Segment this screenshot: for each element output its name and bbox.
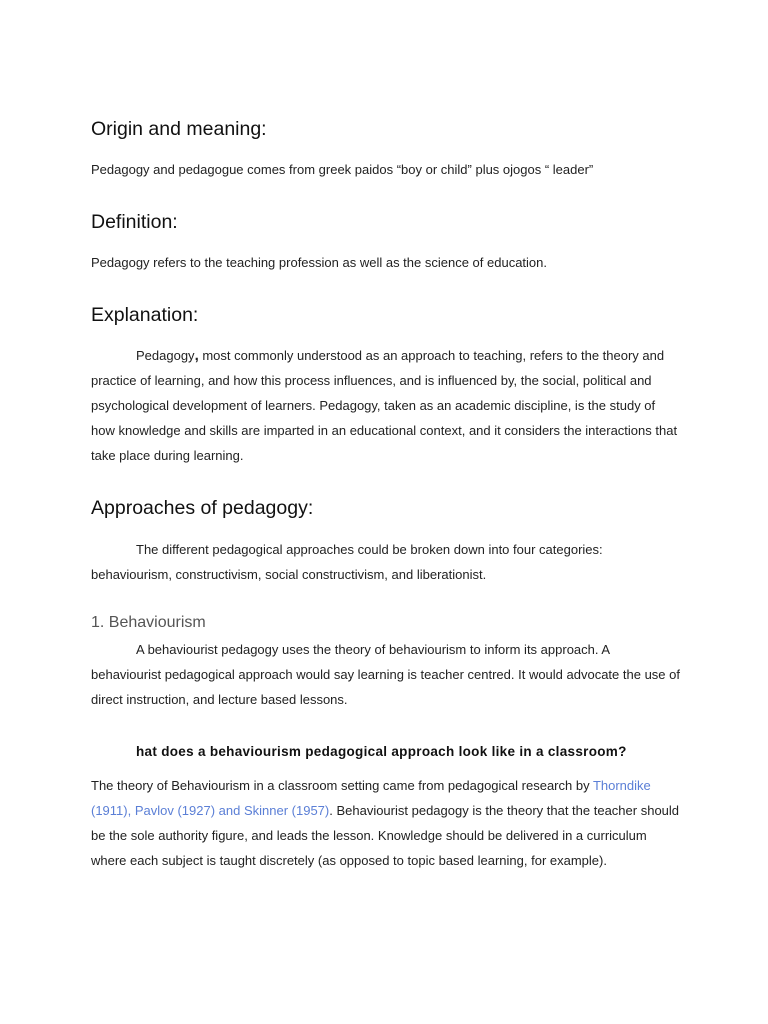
explanation-section	[91, 303, 681, 327]
behaviourism-heading: 1. Behaviourism	[91, 614, 206, 631]
behaviourism-section	[91, 613, 681, 633]
explanation-lead-comma: ,	[194, 347, 199, 364]
classroom-paragraph	[91, 773, 681, 873]
behaviourism-text: A behaviourist pedagogy uses the theory of behaviourism to inform its approach. A behaviourist pedagogical approach would say learning is teacher centred. It would advocate the use of direct instruction, and lecture based lessons.	[91, 642, 680, 707]
classroom-text-after: . Behaviourist pedagogy is the theory that the teacher should be the sole authority figure, and leads the lesson. Knowledge should be delivered in a curriculum where each subject is taught discretely (as opposed to topic based learning, for example).	[91, 803, 680, 868]
approaches-text: The different pedagogical approaches could be broken down into four categories: behaviourism, constructivism, social constructivism, and liberationist.	[91, 542, 603, 582]
definition-heading: Definition:	[91, 211, 178, 233]
origin-body	[91, 157, 681, 182]
citation-link[interactable]: Thorndike (1911), Pavlov (1927) and Skinner (1957)	[91, 778, 651, 818]
origin-text: Pedagogy and pedagogue comes from greek paidos “boy or child” plus ojogos “ leader”	[91, 162, 594, 177]
question-block	[91, 742, 681, 762]
approaches-section	[91, 496, 681, 520]
approaches-heading: Approaches of pedagogy:	[91, 497, 314, 519]
explanation-text: most commonly understood as an approach to teaching, refers to the theory and practice of learning, and how this process influences, and is influenced by, the social, political and psychological development of learners. Pedagogy, taken as an academic discipline, is the study of how knowledge and skills are imparted in an educational context, and it considers the interactions that take place during learning.	[91, 348, 678, 463]
explanation-paragraph	[91, 343, 681, 468]
classroom-text-before: The theory of Behaviourism in a classroom setting came from pedagogical research by	[91, 778, 593, 793]
approaches-body	[91, 537, 681, 587]
classroom-question: hat does a behaviourism pedagogical approach look like in a classroom?	[136, 744, 627, 759]
classroom-body	[91, 773, 681, 873]
origin-section	[91, 117, 681, 141]
explanation-heading: Explanation:	[91, 304, 199, 326]
definition-section	[91, 210, 681, 234]
definition-text: Pedagogy refers to the teaching profession as well as the science of education.	[91, 255, 548, 270]
explanation-lead-word: Pedagogy	[136, 348, 195, 363]
behaviourism-body	[91, 637, 681, 712]
explanation-body	[91, 343, 681, 468]
origin-heading: Origin and meaning:	[91, 118, 267, 140]
definition-body	[91, 250, 681, 275]
